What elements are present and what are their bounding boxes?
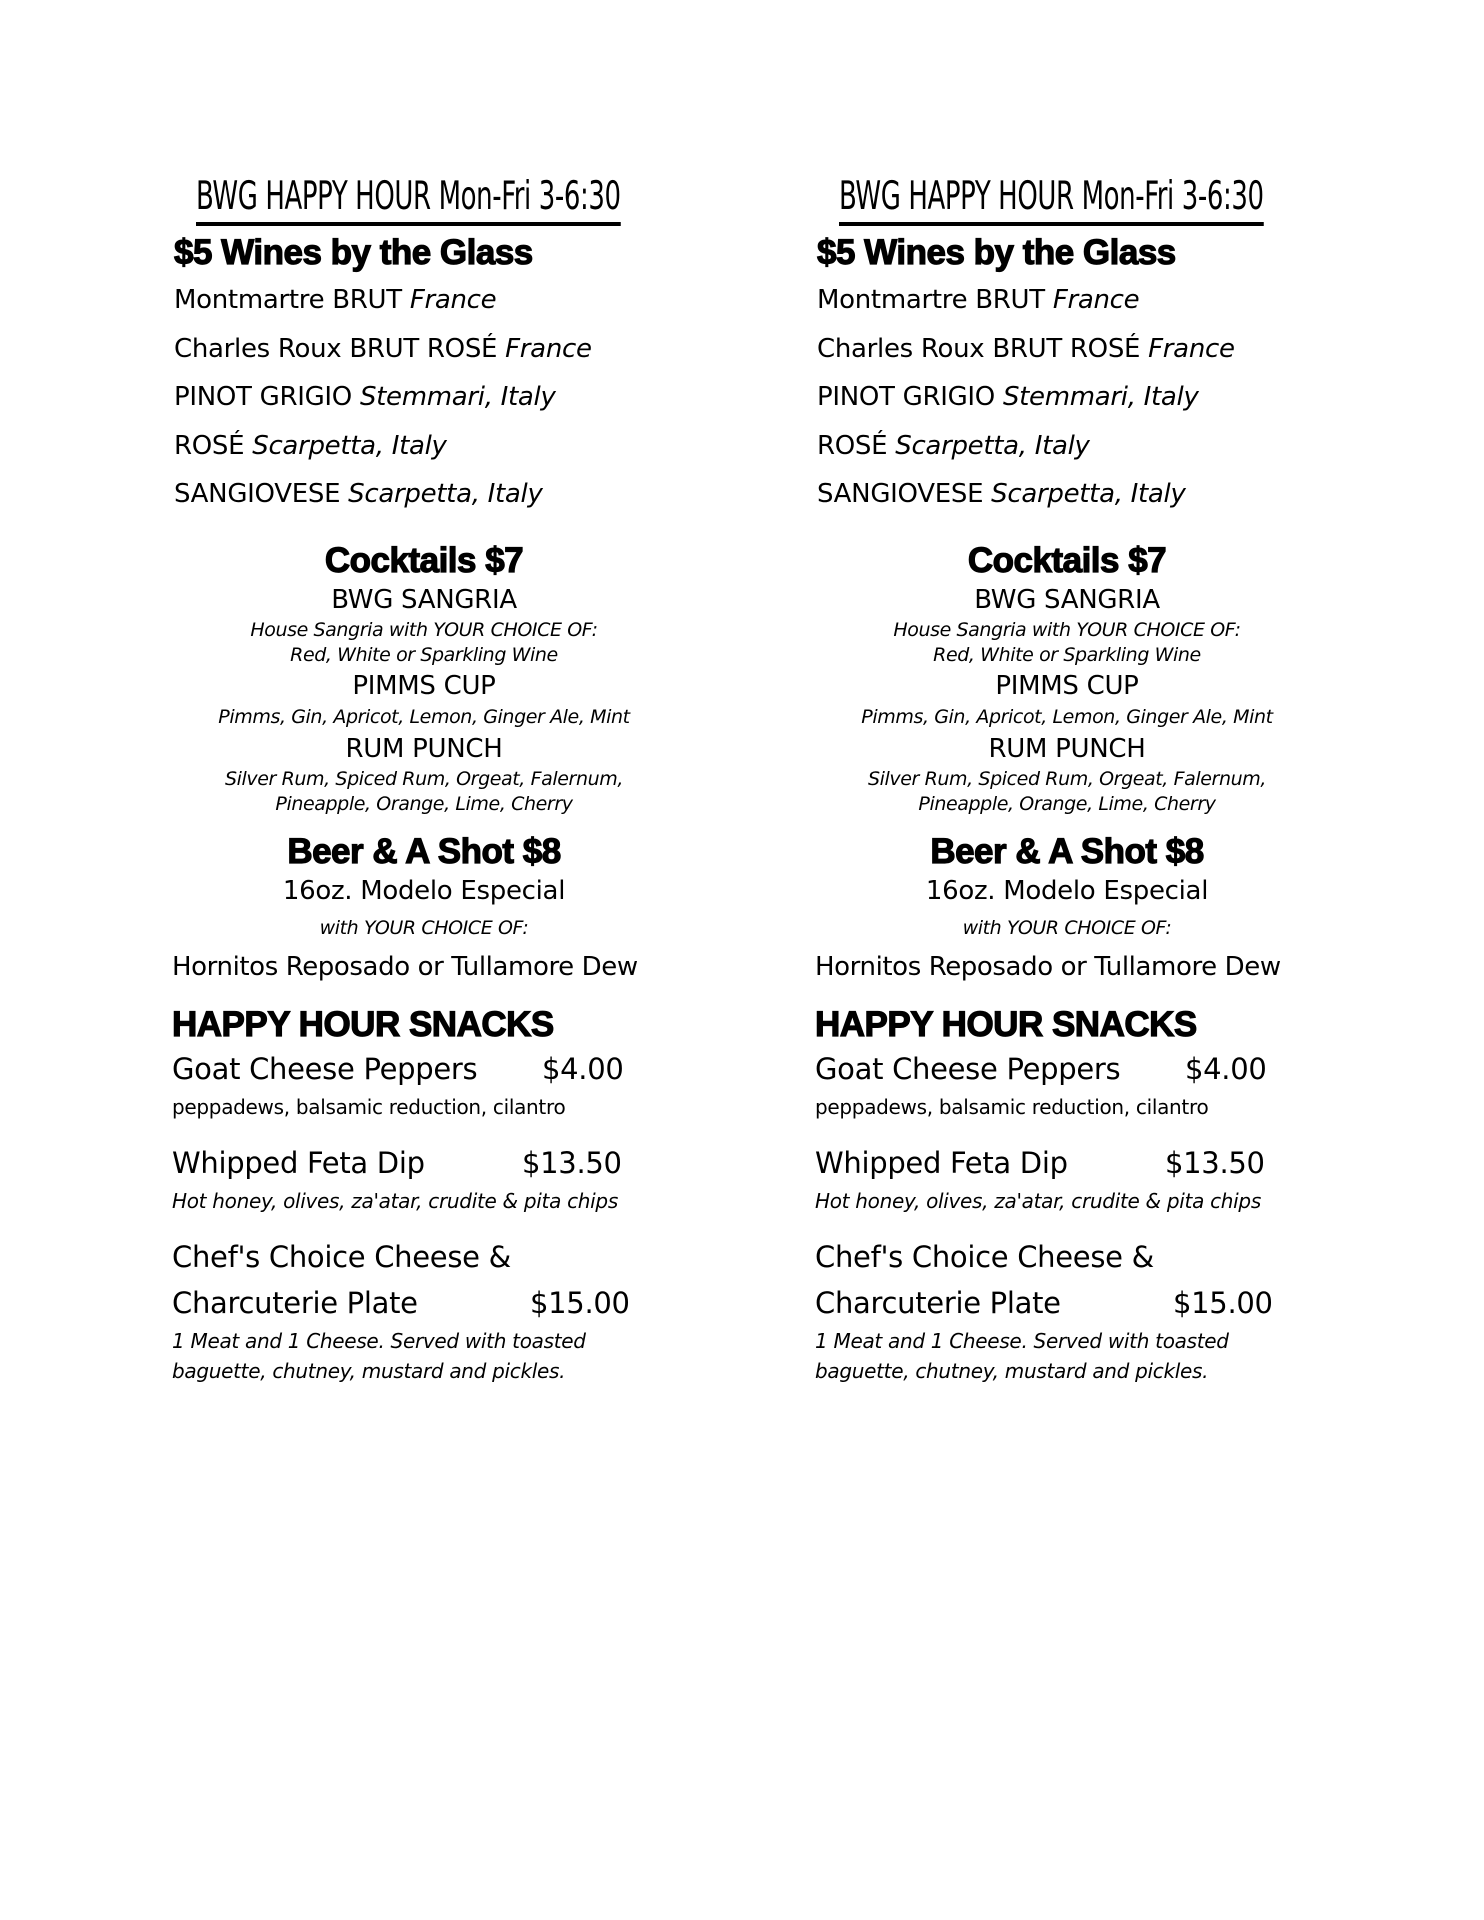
- wine-item: [817, 325, 1317, 374]
- snack-desc: Hot honey, olives, za'atar, crudite & pita chips: [815, 1188, 1261, 1213]
- wine-item: [174, 422, 674, 471]
- wine-item: [817, 276, 1317, 325]
- cocktail-name: PIMMS CUP: [995, 670, 1139, 701]
- snack-item: [815, 1234, 1317, 1280]
- wine-origin: Scarpetta, Italy: [252, 430, 447, 461]
- snack-price: $15.00: [1173, 1285, 1273, 1320]
- cocktails-heading: Cocktails $7: [324, 540, 524, 580]
- cocktail-list: [174, 582, 674, 817]
- snack-desc: 1 Meat and 1 Cheese. Served with toasted: [815, 1328, 1229, 1353]
- cocktail-list: [817, 582, 1317, 817]
- wine-origin: France: [409, 285, 497, 315]
- cocktail-desc: House Sangria with YOUR CHOICE OF:: [893, 618, 1241, 641]
- cocktail-desc: Pimms, Gin, Apricot, Lemon, Ginger Ale, Mint: [218, 705, 630, 728]
- wine-name: ROSÉ: [174, 430, 245, 461]
- snack-list: [174, 1046, 674, 1386]
- wine-name: ROSÉ: [817, 430, 888, 461]
- menu-right: [817, 172, 1317, 1386]
- snack-desc: peppadews, balsamic reduction, cilantro: [172, 1094, 566, 1119]
- snack-item: [172, 1046, 674, 1092]
- wine-origin: Scarpetta, Italy: [991, 479, 1186, 509]
- beer-heading: Beer & A Shot $8: [930, 831, 1204, 871]
- menu-left: [174, 172, 674, 1386]
- cocktail-name: RUM PUNCH: [988, 733, 1146, 764]
- beer-line: 16oz. Modelo Especial: [925, 875, 1209, 906]
- snack-item: [172, 1280, 674, 1326]
- snack-name: Chef's Choice Cheese &: [815, 1239, 1154, 1274]
- wine-name: Montmartre BRUT: [817, 285, 1045, 315]
- snack-item: [815, 1046, 1317, 1092]
- wine-name: SANGIOVESE: [817, 479, 984, 509]
- beer-choice-line: with YOUR CHOICE OF:: [962, 916, 1172, 939]
- snack-price: $4.00: [1185, 1051, 1267, 1086]
- wine-name: PINOT GRIGIO: [174, 382, 352, 412]
- snack-price: $4.00: [542, 1051, 624, 1086]
- cocktail-desc: House Sangria with YOUR CHOICE OF:: [250, 618, 598, 641]
- snacks-heading: HAPPY HOUR SNACKS: [815, 1004, 1197, 1044]
- cocktail-name: PIMMS CUP: [352, 670, 496, 701]
- cocktail-desc: Red, White or Sparkling Wine: [933, 643, 1201, 666]
- snack-name: Goat Cheese Peppers: [172, 1051, 478, 1086]
- cocktail-desc: Pineapple, Orange, Lime, Cherry: [918, 792, 1216, 815]
- snack-name: Whipped Feta Dip: [172, 1145, 425, 1180]
- wine-list: [174, 276, 674, 519]
- snacks-heading: HAPPY HOUR SNACKS: [172, 1004, 554, 1044]
- snack-item: [815, 1140, 1317, 1186]
- snack-name: Goat Cheese Peppers: [815, 1051, 1121, 1086]
- snack-name: Charcuterie Plate: [172, 1285, 418, 1320]
- snack-item: [172, 1234, 674, 1280]
- snack-item: [172, 1140, 674, 1186]
- wine-origin: Stemmari, Italy: [1002, 382, 1199, 412]
- snack-name: Chef's Choice Cheese &: [172, 1239, 511, 1274]
- wine-origin: Stemmari, Italy: [359, 382, 556, 412]
- snack-price: $13.50: [1165, 1145, 1265, 1180]
- wine-item: [174, 470, 674, 519]
- cocktail-desc: Red, White or Sparkling Wine: [290, 643, 558, 666]
- snack-desc: baguette, chutney, mustard and pickles.: [815, 1358, 1209, 1383]
- cocktail-desc: Pineapple, Orange, Lime, Cherry: [275, 792, 573, 815]
- cocktail-name: RUM PUNCH: [345, 733, 503, 764]
- wine-name: Charles Roux BRUT ROSÉ: [174, 333, 498, 364]
- snack-desc: 1 Meat and 1 Cheese. Served with toasted: [172, 1328, 586, 1353]
- beer-line: 16oz. Modelo Especial: [282, 875, 566, 906]
- menu-title: BWG HAPPY HOUR Mon-Fri 3-6:30: [196, 172, 621, 226]
- cocktail-desc: Silver Rum, Spiced Rum, Orgeat, Falernum,: [225, 767, 623, 790]
- shot-line: Hornitos Reposado or Tullamore Dew: [172, 951, 638, 982]
- beer-heading: Beer & A Shot $8: [287, 831, 561, 871]
- beer-block: [174, 873, 674, 947]
- wine-name: Montmartre BRUT: [174, 285, 402, 315]
- wine-origin: France: [1148, 333, 1235, 364]
- wine-origin: Scarpetta, Italy: [895, 430, 1090, 461]
- wine-name: PINOT GRIGIO: [817, 382, 995, 412]
- snack-desc: peppadews, balsamic reduction, cilantro: [815, 1094, 1209, 1119]
- snack-price: $13.50: [522, 1145, 622, 1180]
- wine-origin: France: [1052, 285, 1140, 315]
- snack-price: $15.00: [530, 1285, 630, 1320]
- wine-item: [174, 325, 674, 374]
- wine-item: [817, 422, 1317, 471]
- cocktail-name: BWG SANGRIA: [974, 584, 1160, 615]
- snack-name: Charcuterie Plate: [815, 1285, 1061, 1320]
- beer-block: [817, 873, 1317, 947]
- wine-item: [174, 373, 674, 422]
- wine-item: [817, 470, 1317, 519]
- wines-heading: $5 Wines by the Glass: [817, 233, 1176, 272]
- wine-name: Charles Roux BRUT ROSÉ: [817, 333, 1141, 364]
- cocktail-name: BWG SANGRIA: [331, 584, 517, 615]
- beer-choice-line: with YOUR CHOICE OF:: [319, 916, 529, 939]
- snack-name: Whipped Feta Dip: [815, 1145, 1068, 1180]
- menu-title: BWG HAPPY HOUR Mon-Fri 3-6:30: [839, 172, 1264, 226]
- wine-item: [174, 276, 674, 325]
- snack-desc: baguette, chutney, mustard and pickles.: [172, 1358, 566, 1383]
- wines-heading: $5 Wines by the Glass: [174, 233, 533, 272]
- cocktails-heading: Cocktails $7: [967, 540, 1167, 580]
- snack-list: [817, 1046, 1317, 1386]
- wine-list: [817, 276, 1317, 519]
- wine-item: [817, 373, 1317, 422]
- shot-line: Hornitos Reposado or Tullamore Dew: [815, 951, 1281, 982]
- wine-origin: France: [505, 333, 592, 364]
- snack-item: [815, 1280, 1317, 1326]
- wine-name: SANGIOVESE: [174, 479, 341, 509]
- cocktail-desc: Silver Rum, Spiced Rum, Orgeat, Falernum,: [868, 767, 1266, 790]
- wine-origin: Scarpetta, Italy: [348, 479, 543, 509]
- snack-desc: Hot honey, olives, za'atar, crudite & pita chips: [172, 1188, 618, 1213]
- cocktail-desc: Pimms, Gin, Apricot, Lemon, Ginger Ale, Mint: [861, 705, 1273, 728]
